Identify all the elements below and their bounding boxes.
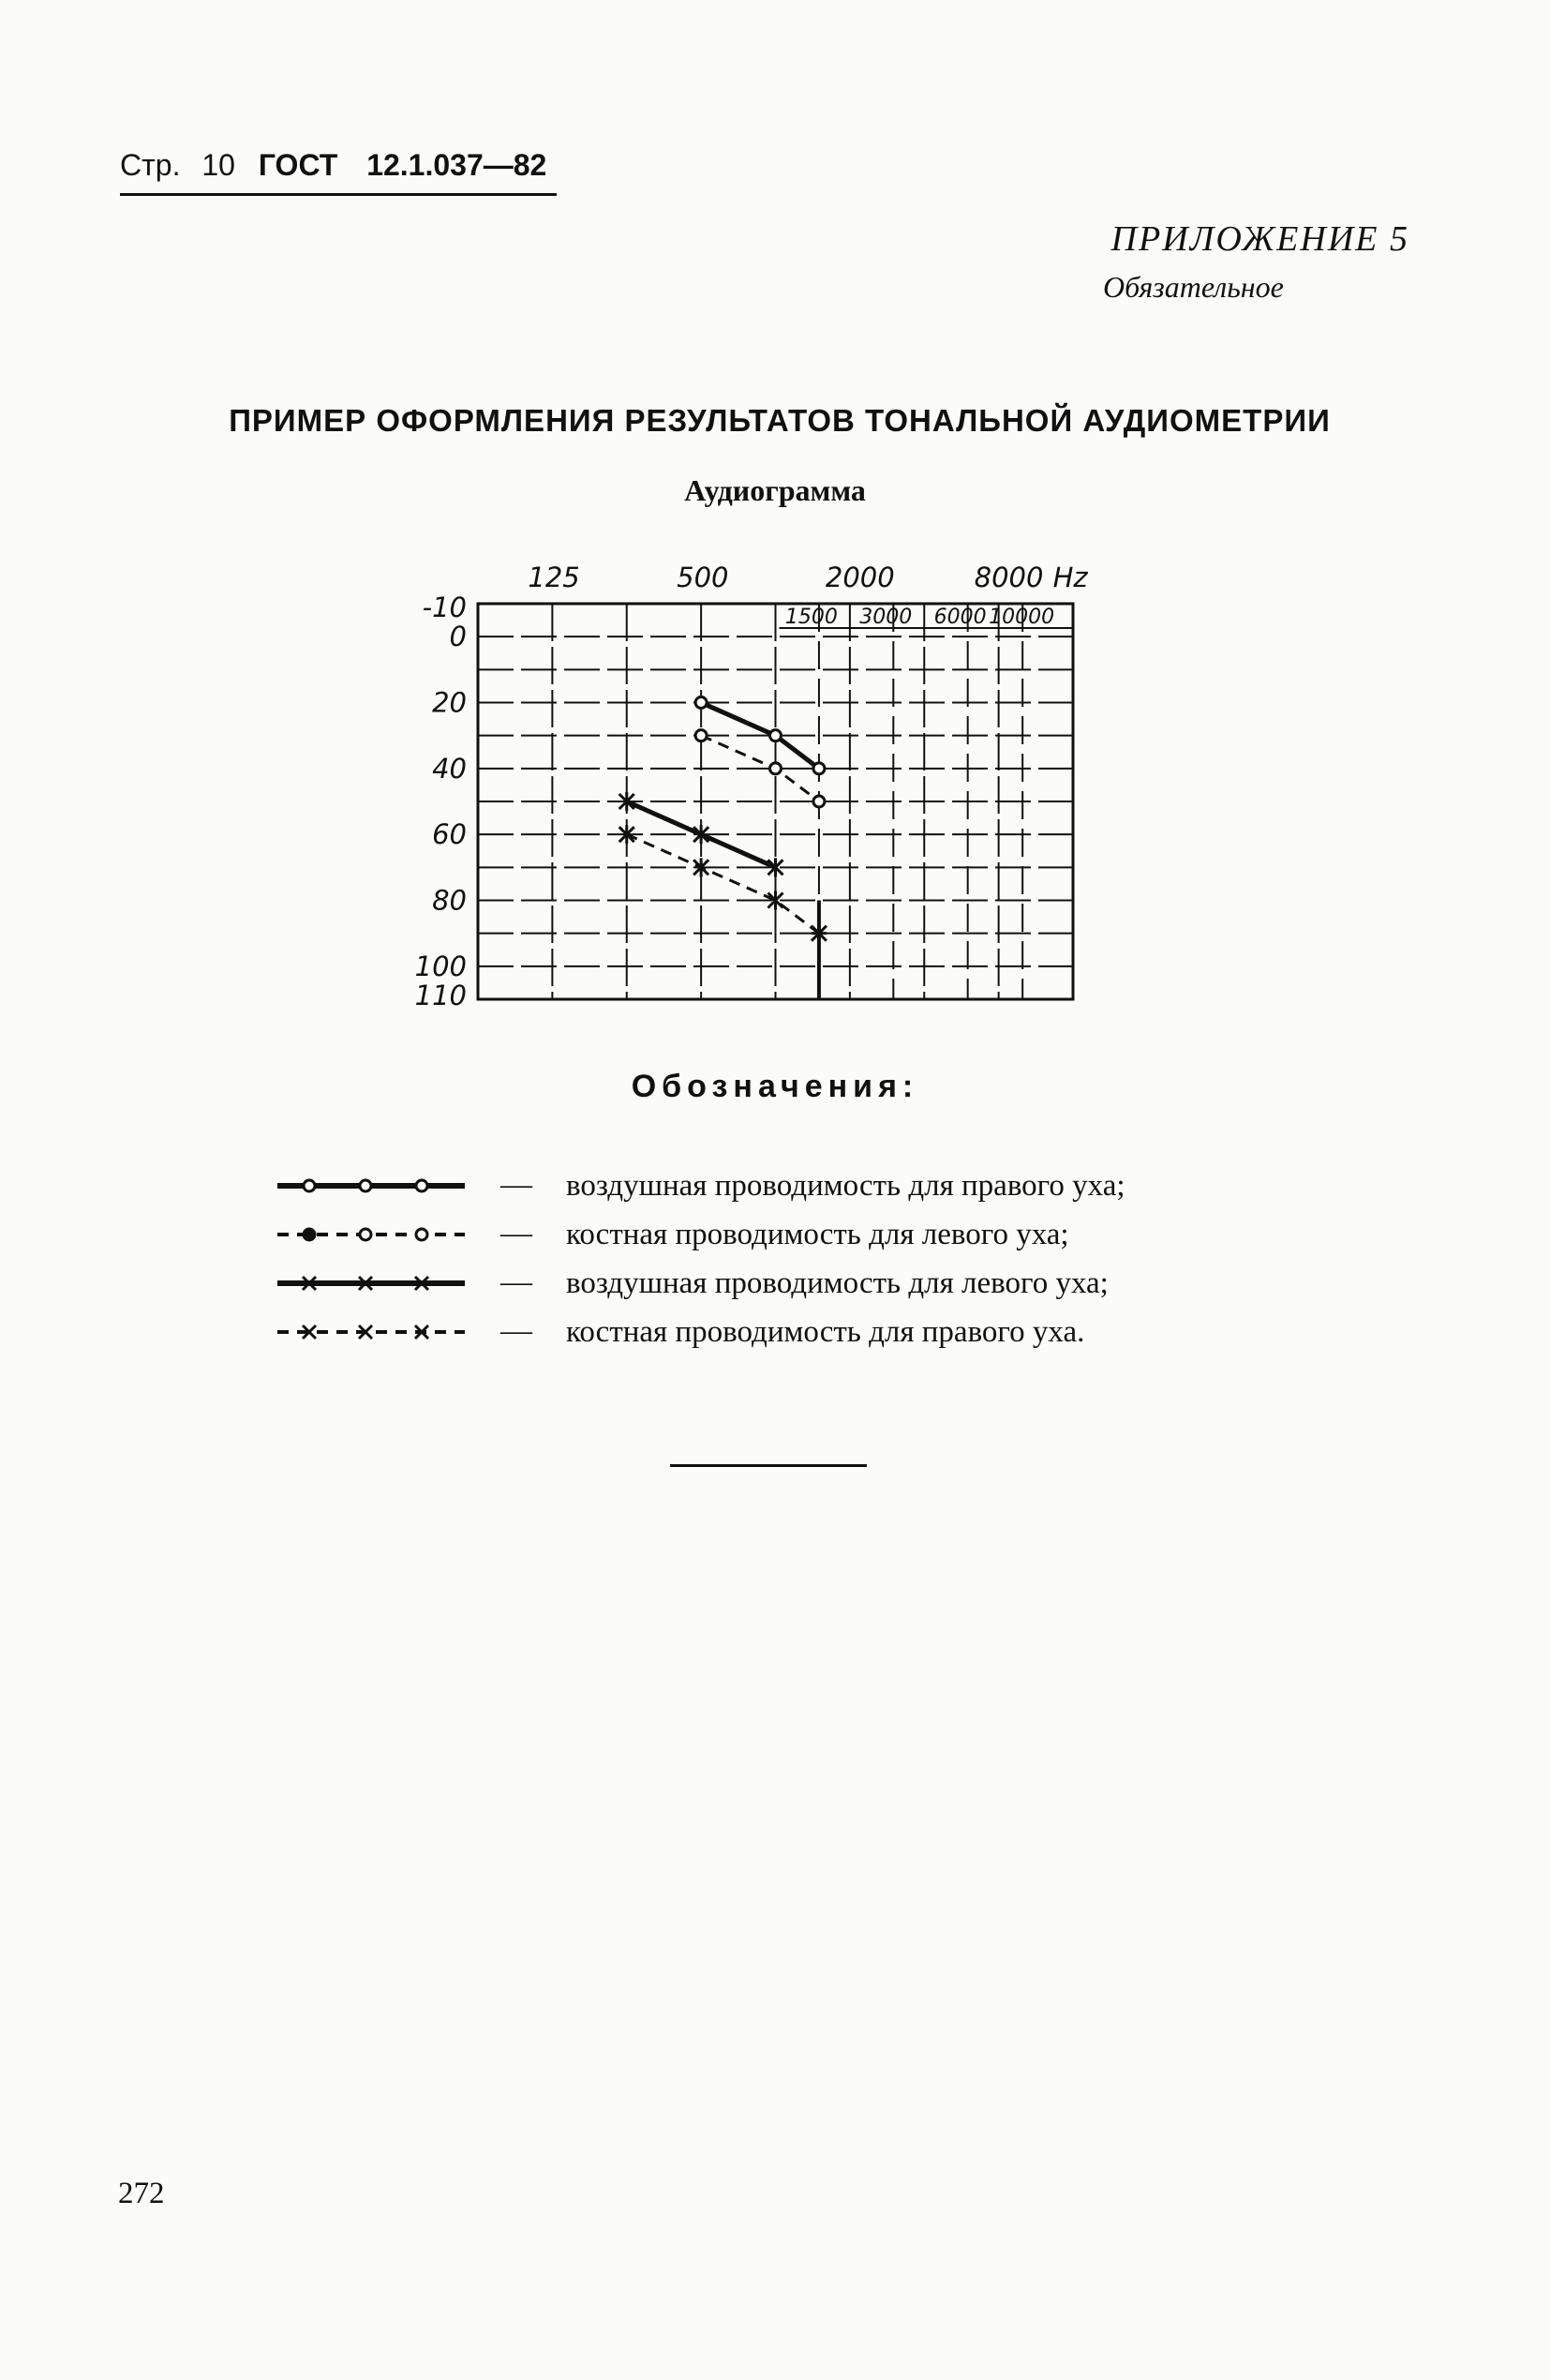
legend-swatch-dashed-cross bbox=[272, 1315, 478, 1349]
legend-dash: — bbox=[500, 1216, 532, 1250]
chart-title: Аудиограмма bbox=[684, 473, 866, 507]
y-tick-label: 40 bbox=[432, 752, 467, 785]
end-rule bbox=[670, 1464, 867, 1467]
series-point-circle bbox=[813, 763, 825, 774]
x-inner-tick-label: 3000 bbox=[859, 606, 913, 629]
x-tick-label: 2000 bbox=[825, 561, 895, 593]
legend-dash: — bbox=[500, 1265, 532, 1299]
y-tick-label: 80 bbox=[432, 884, 467, 917]
x-tick-label: 500 bbox=[677, 561, 729, 593]
legend-dash: — bbox=[500, 1167, 532, 1202]
series-point-circle bbox=[770, 730, 782, 741]
x-tick-label: 8000 bbox=[974, 561, 1044, 593]
legend-text: воздушная проводимость для правого уха; bbox=[566, 1169, 1125, 1203]
page-number: 272 bbox=[118, 2177, 165, 2210]
series-line bbox=[627, 834, 819, 934]
legend-swatch-solid-circle bbox=[272, 1169, 478, 1203]
series-point-circle bbox=[770, 763, 782, 774]
doc-number: 12.1.037—82 bbox=[366, 148, 547, 182]
series-point-circle bbox=[695, 697, 707, 709]
chart-grid bbox=[478, 604, 1073, 999]
legend-swatch-solid-cross bbox=[272, 1266, 478, 1300]
gost-label: ГОСТ bbox=[258, 148, 338, 182]
header-rule bbox=[120, 193, 557, 196]
series-point-circle bbox=[695, 730, 707, 741]
legend-swatch-dashed-circle bbox=[272, 1218, 478, 1251]
y-tick-label: 110 bbox=[414, 980, 467, 1011]
appendix-status: Обязательное bbox=[1103, 270, 1284, 304]
page-header bbox=[120, 148, 546, 183]
legend-text: костная проводимость для правого уха. bbox=[566, 1315, 1085, 1349]
page-title: ПРИМЕР ОФОРМЛЕНИЯ РЕЗУЛЬТАТОВ ТОНАЛЬНОЙ АУДИОМЕТРИИ bbox=[229, 403, 1331, 438]
page-num: 10 bbox=[201, 148, 235, 182]
x-tick-label: 125 bbox=[528, 561, 580, 593]
legend-text: воздушная проводимость для левого уха; bbox=[566, 1266, 1109, 1300]
appendix-title: ПРИЛОЖЕНИЕ 5 bbox=[1110, 219, 1409, 259]
page-label: Стр. bbox=[120, 148, 181, 182]
y-tick-label: 100 bbox=[414, 950, 467, 982]
legend-text: костная проводимость для левого уха; bbox=[566, 1218, 1069, 1251]
x-inner-tick-label: 6000 bbox=[933, 606, 987, 629]
x-inner-tick-label: 1500 bbox=[784, 606, 838, 629]
y-tick-label: 60 bbox=[432, 818, 467, 851]
chart-series bbox=[619, 697, 827, 1000]
x-inner-tick-label: 10000 bbox=[989, 606, 1055, 629]
y-tick-label: 0 bbox=[449, 621, 467, 653]
y-tick-label: -10 bbox=[422, 591, 467, 623]
y-tick-label: 20 bbox=[432, 686, 467, 719]
audiogram-chart bbox=[394, 544, 1106, 1012]
x-unit-label: Hz bbox=[1052, 561, 1088, 593]
legend-dash: — bbox=[500, 1313, 532, 1348]
series-point-circle bbox=[813, 796, 825, 807]
legend-heading: Обозначения: bbox=[631, 1069, 919, 1104]
